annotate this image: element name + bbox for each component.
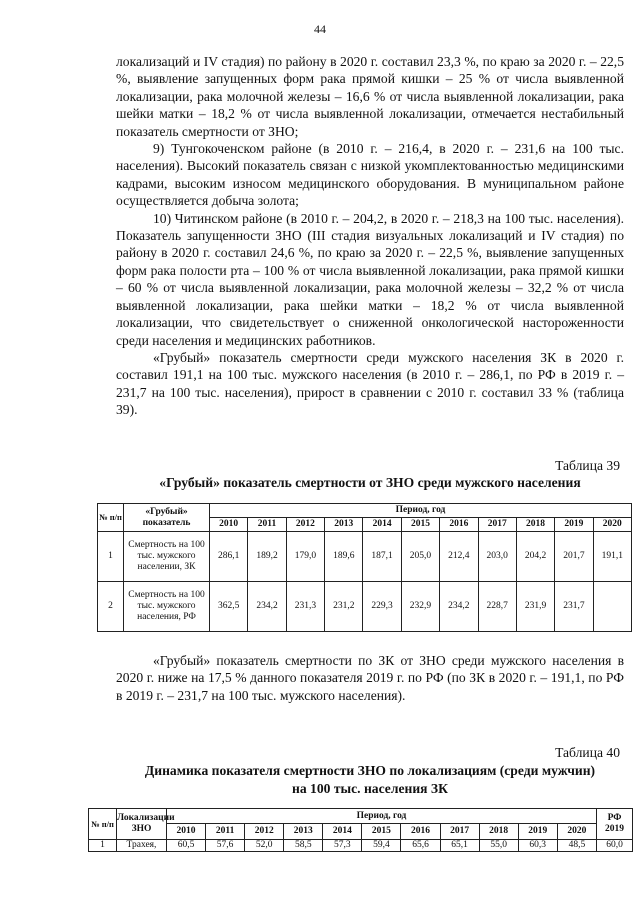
table-row — [89, 840, 633, 852]
table40-year: 2014 — [323, 824, 362, 840]
table39-year: 2016 — [440, 518, 478, 532]
table40-year: 2011 — [206, 824, 245, 840]
table40-year: 2016 — [401, 824, 440, 840]
table39-cell: 189,2 — [248, 532, 286, 582]
table39 — [97, 503, 632, 632]
table39-cell — [593, 582, 631, 632]
table40-cell: 60,3 — [518, 840, 557, 852]
table40-cell: 57,3 — [323, 840, 362, 852]
table39-cell: 189,6 — [325, 532, 363, 582]
table-row — [98, 582, 632, 632]
table39-year: 2011 — [248, 518, 286, 532]
table40-header-loc: Локализации ЗНО — [117, 809, 167, 840]
table40 — [88, 808, 633, 852]
table39-year: 2010 — [210, 518, 248, 532]
table40-header-rf: РФ 2019 — [597, 809, 633, 840]
table40-year: 2010 — [167, 824, 206, 840]
table39-cell: 231,2 — [325, 582, 363, 632]
table40-year: 2015 — [362, 824, 401, 840]
table39-caption: Таблица 39 — [555, 458, 620, 473]
table40-cell: 65,6 — [401, 840, 440, 852]
paragraph-4: «Грубый» показатель смертности среди мужского населения ЗК в 2020 г. составил 191,1 на 100 тыс. мужского населения (в 2010 г. – 286,1, по РФ в 2019 г. – 231,7 на 100 тыс. населения), прирост в сравнении с 2010 г. составил 33 % (таблица 39). — [116, 349, 624, 418]
table40-row-num: 1 — [89, 840, 117, 852]
table40-year: 2013 — [284, 824, 323, 840]
table39-year: 2017 — [478, 518, 516, 532]
table39-cell: 362,5 — [210, 582, 248, 632]
table40-row-label: Трахея, — [117, 840, 167, 852]
table39-cell: 231,3 — [286, 582, 324, 632]
table39-cell: 286,1 — [210, 532, 248, 582]
table40-cell: 57,6 — [206, 840, 245, 852]
paragraph-1: локализаций и IV стадия) по району в 2020 г. составил 23,3 %, по краю за 2020 г. – 22,5 %, выявление запущенных форм рака прямой кишки – 25 % от числа выявленной локализации, рака молочной железы – 16,6 % от числа выявленной локализации, рака шейки матки – 18,2 % от числа выявленной локализации, отмечается нестабильный показатель смертности от ЗНО; — [116, 54, 624, 139]
table-row — [98, 532, 632, 582]
table39-row-label: Смертность на 100 тыс. мужского населении, ЗК — [124, 532, 210, 582]
table39-year: 2019 — [555, 518, 593, 532]
table39-header-indicator: «Грубый» показатель — [124, 504, 210, 532]
table39-year: 2012 — [286, 518, 324, 532]
table40-cell: 52,0 — [245, 840, 284, 852]
paragraph-3: 10) Читинском районе (в 2010 г. – 204,2, в 2020 г. – 218,3 на 100 тыс. населения). Показатель запущенности ЗНО (III стадия визуальных локализаций и IV стадия) по району в 2020 г. составил 24,6 %, по краю за 2020 г. – 22,5 %, выявление запущенных форм рака полости рта – 100 % от числа выявленной локализации, рака прямой кишки – 60 % от числа выявленной локализации, рака молочной железы – 32,2 % от числа выявленной локализации, рака шейки матки – 18,2 % от числа выявленной локализации, что свидетельствует о сниженной онкологической настороженности среди населения и медицинских работников. — [116, 210, 624, 348]
table39-title: «Грубый» показатель смертности от ЗНО среди мужского населения — [159, 475, 581, 490]
table39-year: 2015 — [401, 518, 439, 532]
table40-header-num: № п/п — [89, 809, 117, 840]
table39-year: 2014 — [363, 518, 401, 532]
table39-cell: 231,7 — [555, 582, 593, 632]
table40-cell: 48,5 — [557, 840, 596, 852]
table39-cell: 212,4 — [440, 532, 478, 582]
table39-cell: 228,7 — [478, 582, 516, 632]
table39-header-num: № п/п — [98, 504, 124, 532]
table39-year: 2018 — [516, 518, 554, 532]
table39-row-num: 2 — [98, 582, 124, 632]
table39-cell: 203,0 — [478, 532, 516, 582]
table40-year: 2012 — [245, 824, 284, 840]
table40-year: 2018 — [479, 824, 518, 840]
table39-year: 2020 — [593, 518, 631, 532]
table39-cell: 191,1 — [593, 532, 631, 582]
table39-header-period: Период, год — [210, 504, 632, 518]
table39-cell: 201,7 — [555, 532, 593, 582]
table40-title-line-1: Динамика показателя смертности ЗНО по локализациям (среди мужчин) — [144, 763, 596, 778]
body-text-top — [116, 53, 624, 419]
table40-cell: 59,4 — [362, 840, 401, 852]
table39-cell: 234,2 — [248, 582, 286, 632]
table39-cell: 187,1 — [363, 532, 401, 582]
page-number: 44 — [314, 22, 326, 36]
table39-cell: 229,3 — [363, 582, 401, 632]
table40-cell: 58,5 — [284, 840, 323, 852]
table40-cell: 65,1 — [440, 840, 479, 852]
table39-year: 2013 — [325, 518, 363, 532]
paragraph-5: «Грубый» показатель смертности по ЗК от ЗНО среди мужского населения в 2020 г. ниже на 17,5 % данного показателя 2019 г. по РФ (по ЗК в 2020 г. – 191,1, по РФ в 2019 г. – 231,7 на 100 тыс. мужского населения). — [116, 653, 624, 703]
table39-row-num: 1 — [98, 532, 124, 582]
table39-cell: 179,0 — [286, 532, 324, 582]
table39-cell: 204,2 — [516, 532, 554, 582]
table39-row-label: Смертность на 100 тыс. мужского населения, РФ — [124, 582, 210, 632]
table40-cell: 60,0 — [597, 840, 633, 852]
paragraph-2: 9) Тунгокоченском районе (в 2010 г. – 216,4, в 2020 г. – 231,6 на 100 тыс. населения). Высокий показатель связан с низкой укомплектованностью медицинскими кадрами, высоким износом медицинского оборудования. В муниципальном районе осуществляется добыча золота; — [116, 141, 624, 209]
table39-cell: 232,9 — [401, 582, 439, 632]
table39-cell: 234,2 — [440, 582, 478, 632]
table40-title-line-2: на 100 тыс. населения ЗК — [292, 781, 448, 796]
table39-cell: 205,0 — [401, 532, 439, 582]
table40-caption: Таблица 40 — [555, 745, 620, 760]
table40-header-period: Период, год — [167, 809, 597, 824]
table40-cell: 60,5 — [167, 840, 206, 852]
body-text-middle — [116, 652, 624, 704]
table40-year: 2017 — [440, 824, 479, 840]
table40-year: 2020 — [557, 824, 596, 840]
table40-year: 2019 — [518, 824, 557, 840]
table39-cell: 231,9 — [516, 582, 554, 632]
table40-cell: 55,0 — [479, 840, 518, 852]
